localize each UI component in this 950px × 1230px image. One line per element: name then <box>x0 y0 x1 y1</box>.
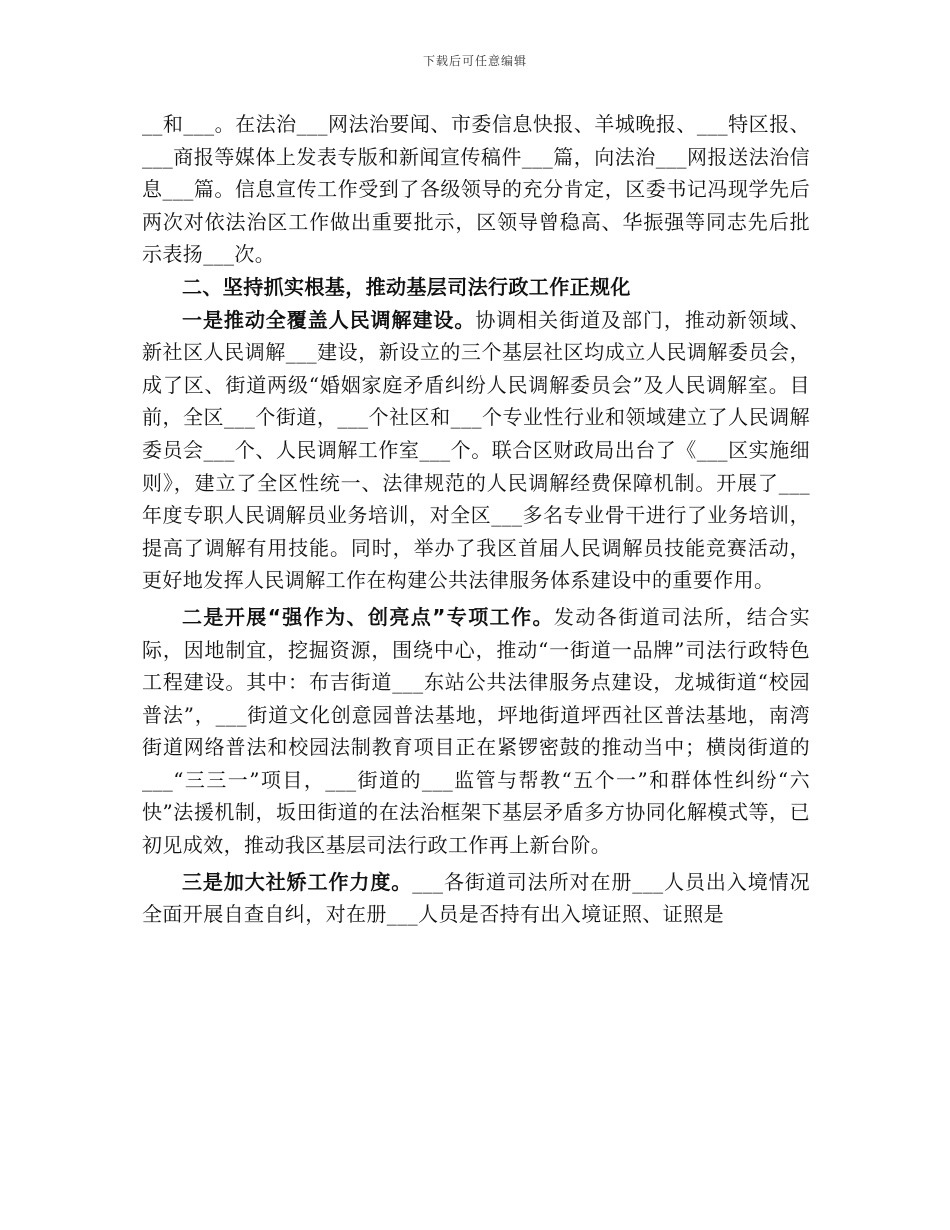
paragraph-special-work-lead: 二是开展“强作为、创亮点”专项工作。 <box>182 604 554 629</box>
page-header: 下载后可任意编辑 <box>422 54 527 68</box>
paragraph-mediation-lead: 一是推动全覆盖人民调解建设。 <box>182 307 476 332</box>
paragraph-correction <box>142 866 810 931</box>
paragraph-correction-lead: 三是加大社矫工作力度。 <box>182 869 413 894</box>
paragraph-special-work-body: 发动各街道司法所，结合实际，因地制宜，挖掘资源，围绕中心，推动“一街道一品牌”司法行政特色工程建设。其中：布吉街道___东站公共法律服务点建设，龙城街道“校园普法”，___街道文化创意园普法基地，坪地街道坪西社区普法基地，南湾街道网络普法和校园法制教育项目正在紧锣密鼓的推动当中；横岗街道的___“三三一”项目，___街道的___监管与帮教“五个一”和群体性纠纷“六快”法援机制，坂田街道的在法治框架下基层矛盾多方协同化解模式等，已初见成效，推动我区基层司法行政工作再上新台阶。 <box>142 604 810 858</box>
paragraph-mediation-body: 协调相关街道及部门，推动新领域、新社区人民调解___建设，新设立的三个基层社区均成立人民调解委员会，成了区、街道两级“婚姻家庭矛盾纠纷人民调解委员会”及人民调解室。目前，全区___个街道，___个社区和___个专业性行业和领域建立了人民调解委员会___个、人民调解工作室___个。联合区财政局出台了《___区实施细则》，建立了全区性统一、法律规范的人民调解经费保障机制。开展了___年度专职人民调解员业务培训，对全区___多名专业骨干进行了业务培训，提高了调解有用技能。同时，举办了我区首届人民调解员技能竞赛活动，更好地发挥人民调解工作在构建公共法律服务体系建设中的重要作用。 <box>142 307 810 593</box>
paragraph-mediation <box>142 304 810 597</box>
section-heading: 二、坚持抓实根基，推动基层司法行政工作正规化 <box>182 274 631 299</box>
document-body <box>142 108 810 931</box>
paragraph-special-work <box>142 601 810 862</box>
paragraph-intro: __和___。在法治___网法治要闻、市委信息快报、羊城晚报、___特区报、___商报等媒体上发表专版和新闻宣传稿件___篇，向法治___网报送法治信息___篇。信息宣传工作受到了各级领导的充分肯定，区委书记冯现学先后两次对依法治区工作做出重要批示，区领导曾稳高、华振强等同志先后批示表扬___次。 <box>142 112 810 267</box>
paragraph-correction-body: ___各街道司法所对在册___人员出入境情况全面开展自查自纠，对在册___人员是否持有出入境证照、证照是 <box>142 869 810 927</box>
